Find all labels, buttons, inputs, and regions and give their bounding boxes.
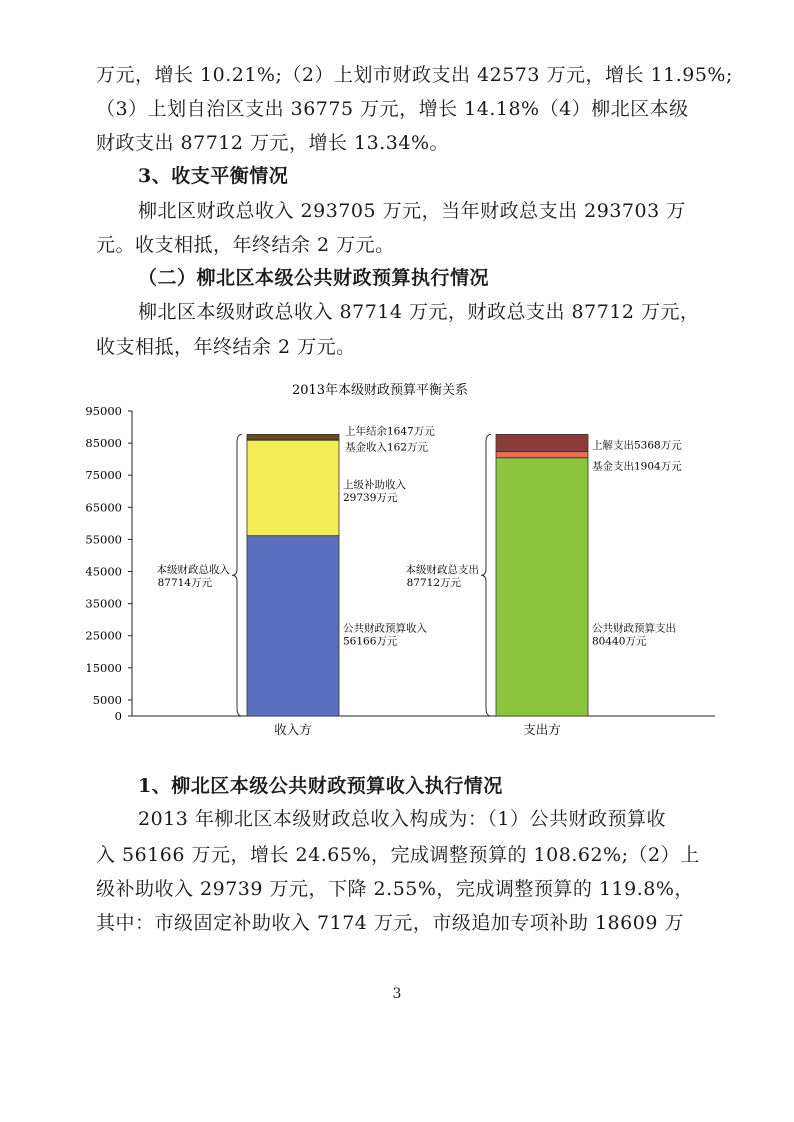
y-tick-label: 75000 xyxy=(85,468,122,483)
bar-segment xyxy=(247,536,339,716)
x-category-label: 收入方 xyxy=(274,722,312,737)
segment-label: 29739万元 xyxy=(343,491,398,504)
total-label: 本级财政总收入 xyxy=(156,564,230,577)
paragraph-line: 级补助收入 29739 万元，下降 2.55%，完成调整预算的 119.8%， xyxy=(96,878,694,900)
bar-segment xyxy=(496,434,588,451)
y-tick-label: 15000 xyxy=(85,660,122,675)
y-tick-label: 5000 xyxy=(92,692,122,707)
total-brace xyxy=(481,434,491,716)
paragraph-line: （3）上划自治区支出 36775 万元，增长 14.18%（4）柳北区本级 xyxy=(96,98,689,120)
segment-label: 基金支出1904万元 xyxy=(592,460,682,473)
section-heading: 3、收支平衡情况 xyxy=(138,165,289,187)
bar-segment xyxy=(496,458,588,716)
paragraph-line: 柳北区本级财政总收入 87714 万元，财政总支出 87712 万元， xyxy=(138,301,700,323)
segment-label: 公共财政预算收入 xyxy=(343,622,427,635)
page-number: 3 xyxy=(392,986,402,1002)
paragraph-line: 其中：市级固定补助收入 7174 万元，市级追加专项补助 18609 万 xyxy=(96,912,684,934)
y-tick-label: 85000 xyxy=(85,436,122,451)
x-category-label: 支出方 xyxy=(523,722,561,737)
segment-label: 56166万元 xyxy=(343,635,398,648)
total-label: 本级财政总支出 xyxy=(405,564,479,577)
y-tick-label: 25000 xyxy=(85,628,122,643)
y-tick-label: 95000 xyxy=(85,404,122,418)
paragraph-line: 收支相抵，年终结余 2 万元。 xyxy=(96,336,356,358)
paragraph-line: 入 56166 万元，增长 24.65%，完成调整预算的 108.62%;（2）上 xyxy=(96,844,700,866)
y-tick-label: 45000 xyxy=(85,564,122,579)
segment-label: 上级补助收入 xyxy=(343,478,406,491)
paragraph-line: 万元，增长 10.21%;（2）上划市财政支出 42573 万元，增长 11.95%; xyxy=(96,64,733,86)
total-brace xyxy=(232,434,242,716)
segment-label: 上解支出5368万元 xyxy=(592,439,682,452)
total-label: 87712万元 xyxy=(406,577,461,590)
bar-segment xyxy=(247,440,339,535)
paragraph-line: 元。收支相抵，年终结余 2 万元。 xyxy=(96,234,395,256)
segment-label: 上年结余1647万元 xyxy=(345,425,435,438)
bar-segment xyxy=(247,434,339,439)
section-heading: （二）柳北区本级公共财政预算执行情况 xyxy=(138,267,490,289)
y-tick-label: 65000 xyxy=(85,500,122,515)
section-heading: 1、柳北区本级公共财政预算收入执行情况 xyxy=(138,775,503,797)
segment-label: 80440万元 xyxy=(592,635,647,648)
paragraph-line: 柳北区财政总收入 293705 万元，当年财政总支出 293703 万 xyxy=(138,200,686,222)
segment-label: 基金收入162万元 xyxy=(345,441,429,454)
chart-title: 2013年本级财政预算平衡关系 xyxy=(291,383,469,398)
budget-balance-chart xyxy=(0,370,794,755)
y-tick-label: 35000 xyxy=(85,596,122,611)
y-tick-label: 55000 xyxy=(85,532,122,547)
y-tick-label: 0 xyxy=(114,709,122,723)
bar-segment xyxy=(496,452,588,458)
segment-label: 公共财政预算支出 xyxy=(592,622,676,635)
paragraph-line: 2013 年柳北区本级财政总收入构成为：（1）公共财政预算收 xyxy=(138,808,666,830)
paragraph-line: 财政支出 87712 万元，增长 13.34%。 xyxy=(96,132,450,154)
total-label: 87714万元 xyxy=(157,577,212,590)
